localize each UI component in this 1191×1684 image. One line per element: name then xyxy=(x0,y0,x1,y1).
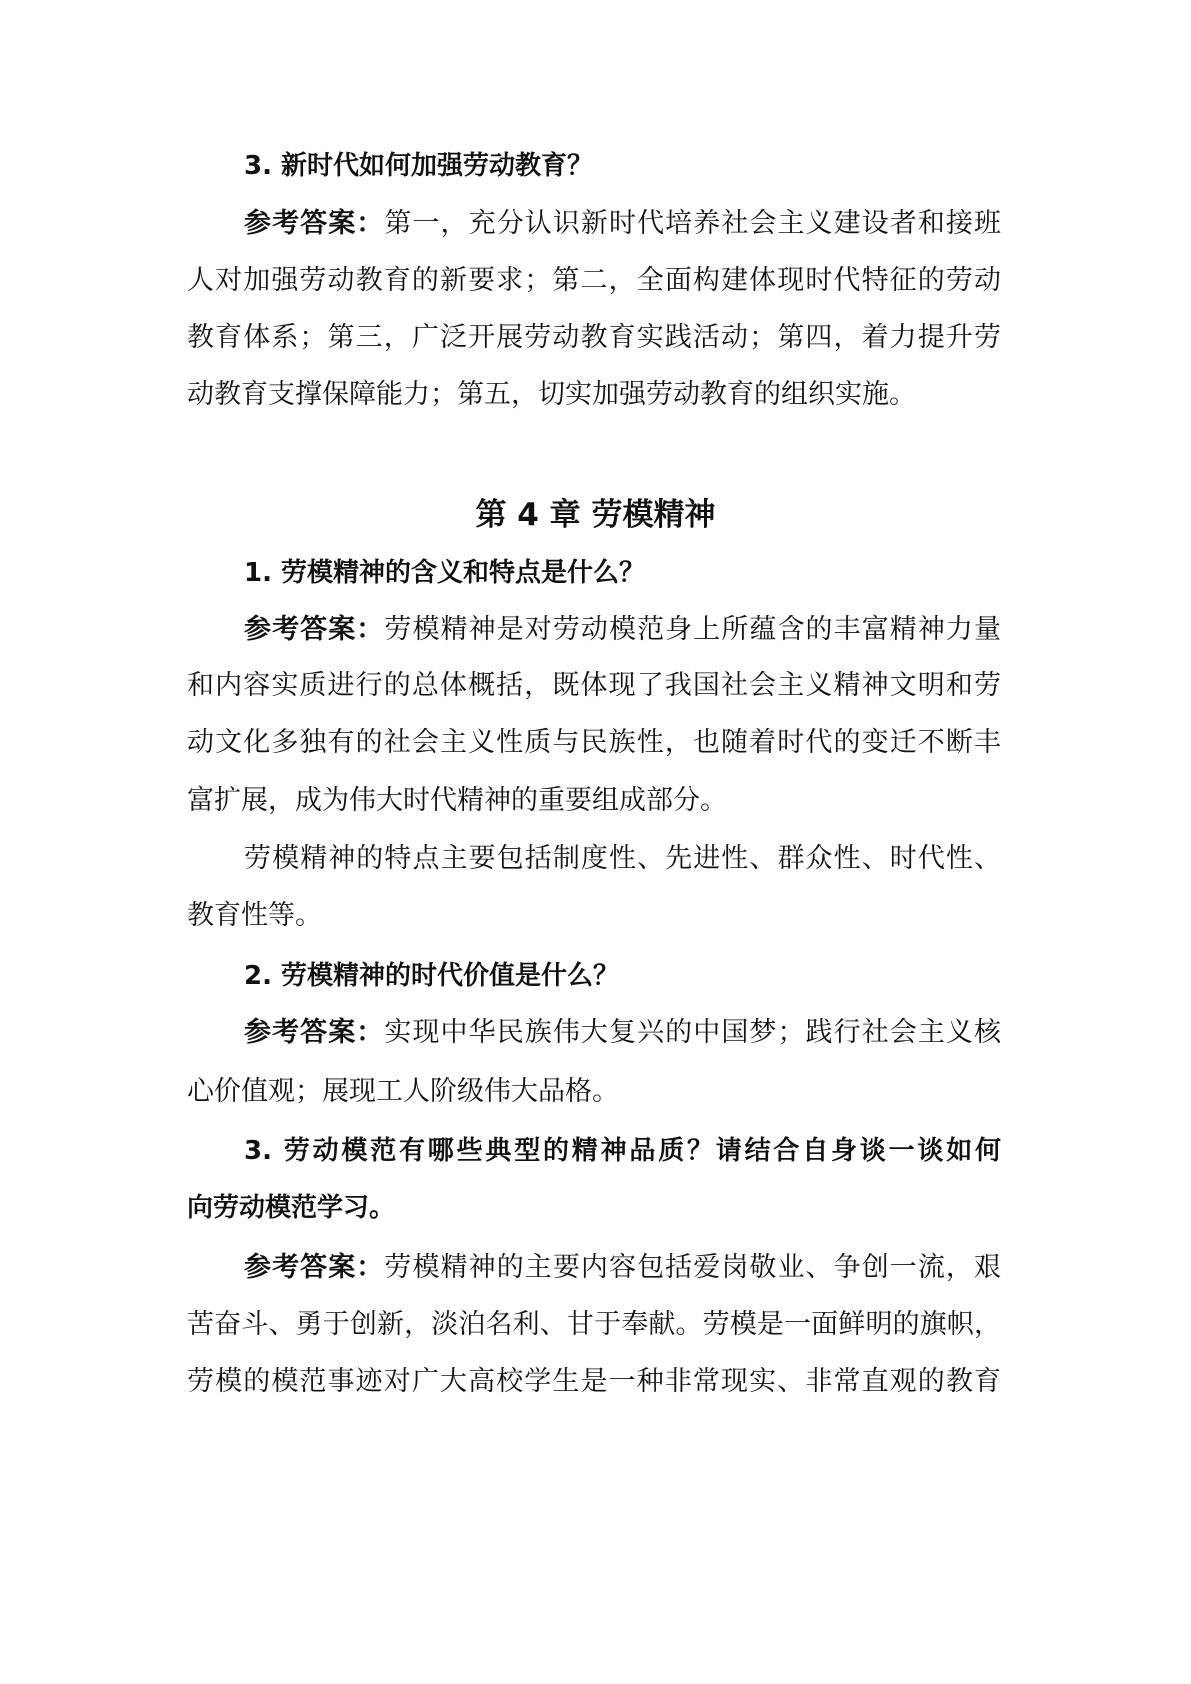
answer-line: 劳模精神的特点主要包括制度性、先进性、群众性、时代性、 xyxy=(244,843,1001,874)
answer-line: 动教育支撑保障能力；第五，切实加强劳动教育的组织实施。 xyxy=(187,379,916,410)
answer-line xyxy=(244,612,1001,648)
answer-label: 参考答案： xyxy=(244,614,385,645)
answer-line: 富扩展，成为伟大时代精神的重要组成部分。 xyxy=(187,785,727,816)
question-heading: 向劳动模范学习。 xyxy=(187,1193,396,1223)
answer-line xyxy=(244,1015,1001,1051)
answer-line xyxy=(244,1250,1001,1286)
answer-line: 心价值观；展现工人阶级伟大品格。 xyxy=(187,1076,619,1107)
question-heading: 2. 劳模精神的时代价值是什么？ xyxy=(244,961,620,991)
answer-text: 劳模精神的主要内容包括爱岗敬业、争创一流，艰 xyxy=(384,1252,1001,1283)
question-heading: 1. 劳模精神的含义和特点是什么？ xyxy=(244,558,646,588)
answer-text: 实现中华民族伟大复兴的中国梦；践行社会主义核 xyxy=(384,1017,1001,1048)
answer-line: 和内容实质进行的总体概括，既体现了我国社会主义精神文明和劳 xyxy=(187,670,1001,701)
answer-label: 参考答案： xyxy=(244,1252,385,1283)
answer-text: 第一，充分认识新时代培养社会主义建设者和接班 xyxy=(384,208,1001,239)
answer-line: 教育性等。 xyxy=(187,900,322,931)
answer-label: 参考答案： xyxy=(244,208,385,239)
answer-line: 劳模的模范事迹对广大高校学生是一种非常现实、非常直观的教育 xyxy=(187,1366,1001,1397)
question-heading: 3. 劳动模范有哪些典型的精神品质？请结合自身谈一谈如何 xyxy=(244,1136,1001,1166)
answer-text: 劳模精神是对劳动模范身上所蕴含的丰富精神力量 xyxy=(384,614,1001,645)
answer-line: 苦奋斗、勇于创新，淡泊名利、甘于奉献。劳模是一面鲜明的旗帜， xyxy=(187,1309,1001,1340)
answer-label: 参考答案： xyxy=(244,1017,385,1048)
answer-line: 人对加强劳动教育的新要求；第二，全面构建体现时代特征的劳动 xyxy=(187,265,1001,296)
question-heading: 3. 新时代如何加强劳动教育？ xyxy=(244,151,594,181)
answer-line: 教育体系；第三，广泛开展劳动教育实践活动；第四，着力提升劳 xyxy=(187,322,1001,353)
chapter-title: 第 4 章 劳模精神 xyxy=(475,497,716,533)
answer-line: 动文化多独有的社会主义性质与民族性，也随着时代的变迁不断丰 xyxy=(187,727,1001,758)
answer-line xyxy=(244,206,1001,242)
